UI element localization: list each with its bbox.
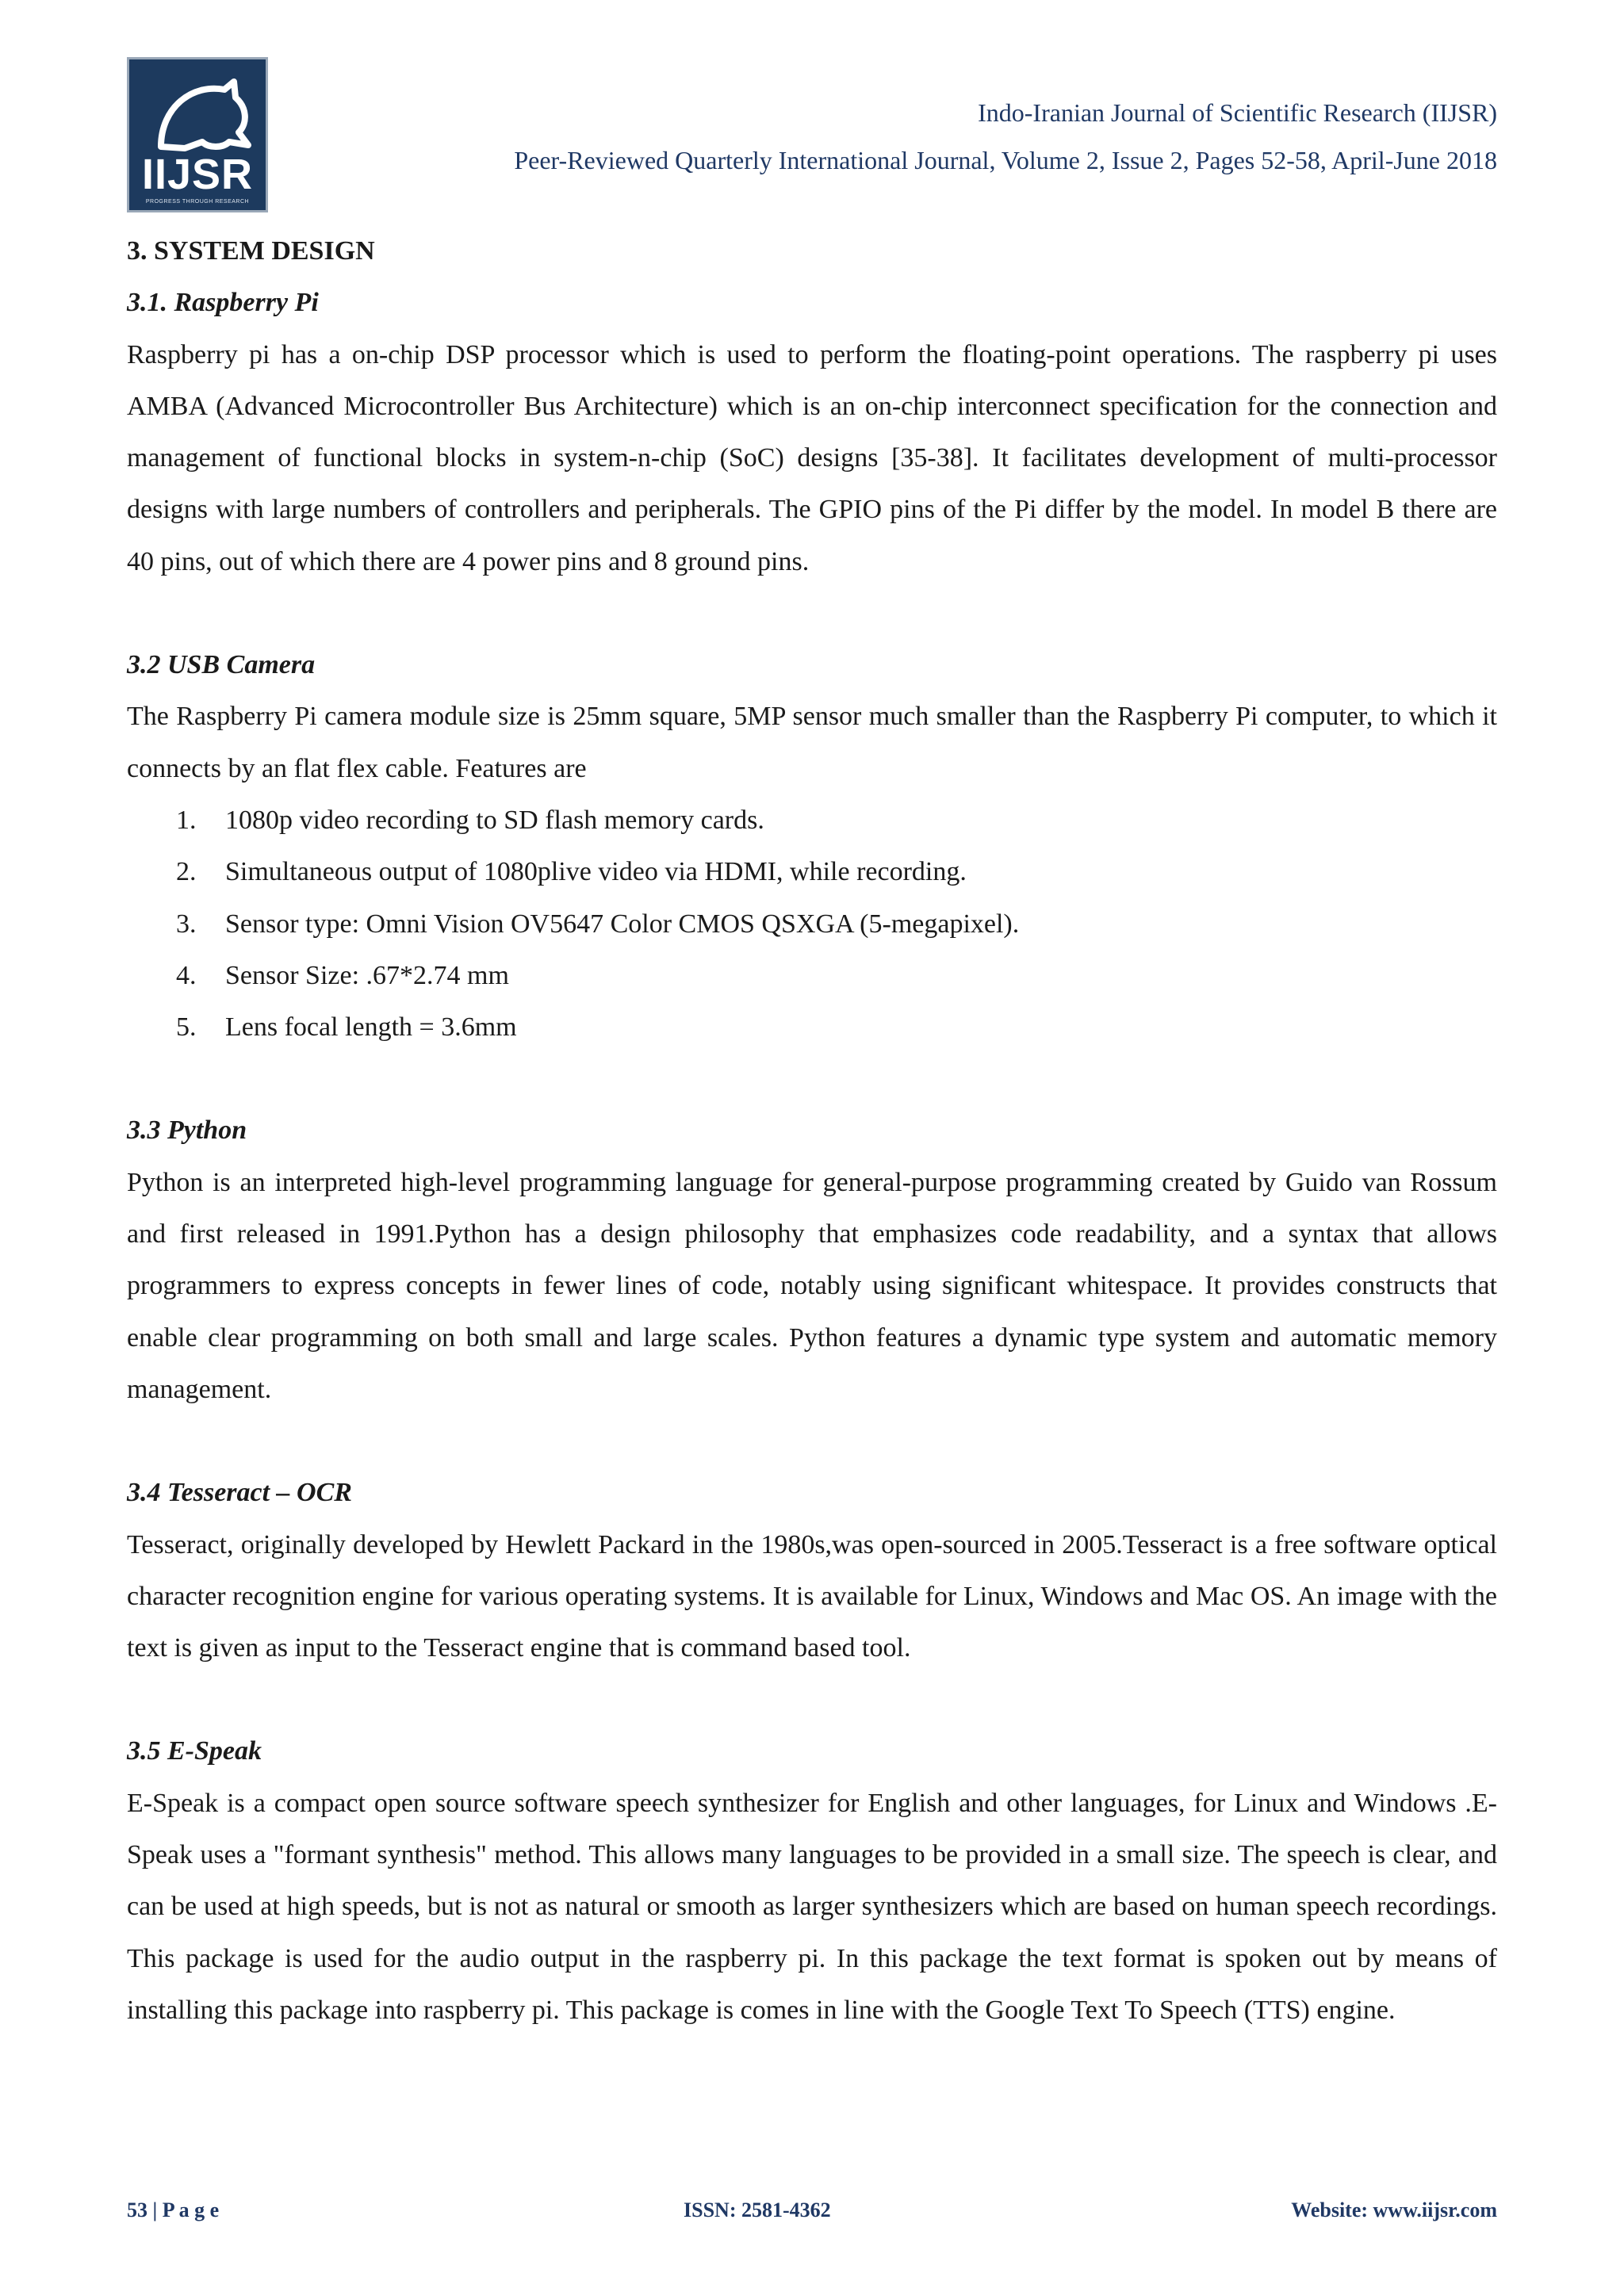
list-item: 2. Simultaneous output of 1080plive video via HDMI, while recording. xyxy=(176,857,967,887)
page-number: 53 | P a g e xyxy=(127,2198,220,2221)
list-item: 3. Sensor type: Omni Vision OV5647 Color CMOS QSXGA (5-megapixel). xyxy=(176,909,1020,939)
section-title: 3. SYSTEM DESIGN xyxy=(127,236,375,266)
journal-logo xyxy=(127,57,268,212)
subsection-title-tesseract: 3.4 Tesseract – OCR xyxy=(127,1478,352,1508)
paragraph-espeak: E-Speak is a compact open source software speech synthesizer for English and other languages, for Linux and Windows .E-Speak uses a "formant synthesis" method. This allows many languages to be provided in a small size. The speech is clear, and can be used at high speeds, but is not as natural or smooth as larger synthesizers which are based on human speech recordings. This package is used for the audio output in the raspberry pi. In this package the text format is spoken out by means of installing this package into raspberry pi. This package is comes in line with the Google Text To Speech (TTS) engine. xyxy=(127,1788,1497,2025)
camera-feature-list xyxy=(127,794,1497,1053)
subsection-title-python: 3.3 Python xyxy=(127,1115,247,1146)
logo-tagline: PROGRESS THROUGH RESEARCH xyxy=(145,199,250,205)
website-link[interactable]: Website: www.iijsr.com xyxy=(1291,2198,1497,2221)
paragraph-raspberry-pi: Raspberry pi has a on-chip DSP processor which is used to perform the floating-point operations. The raspberry pi uses AMBA (Advanced Microcontroller Bus Architecture) which is an on-chip interconnect specification for the connection and management of functional blocks in system-n-chip (SoC) designs [35-38]. It facilitates development of multi-processor designs with large numbers of controllers and peripherals. The GPIO pins of the Pi differ by the model. In model B there are 40 pins, out of which there are 4 power pins and 8 ground pins. xyxy=(127,339,1497,576)
list-item: 4. Sensor Size: .67*2.74 mm xyxy=(176,960,509,990)
paragraph-python: Python is an interpreted high-level programming language for general-purpose programming created by Guido van Rossum and first released in 1991.Python has a design philosophy that emphasizes code readability, and a syntax that allows programmers to express concepts in fewer lines of code, notably using significant whitespace. It provides constructs that enable clear programming on both small and large scales. Python features a dynamic type system and automatic memory management. xyxy=(127,1167,1497,1404)
logo-text: IIJSR xyxy=(141,151,254,198)
journal-name: Indo-Iranian Journal of Scientific Research (IIJSR) xyxy=(978,98,1497,127)
list-item: 5. Lens focal length = 3.6mm xyxy=(176,1012,517,1043)
subsection-title-raspberry-pi: 3.1. Raspberry Pi xyxy=(127,288,319,318)
page-footer xyxy=(127,2198,1497,2230)
page-header xyxy=(514,89,1497,184)
subsection-title-usb-camera: 3.2 USB Camera xyxy=(127,650,316,680)
issn: ISSN: 2581-4362 xyxy=(684,2198,831,2221)
list-item: 1. 1080p video recording to SD flash memory cards. xyxy=(176,805,764,835)
paragraph-tesseract: Tesseract, originally developed by Hewlett Packard in the 1980s,was open-sourced in 2005.Tesseract is a free software optical character recognition engine for various operating systems. It is available for Linux, Windows and Mac OS. An image with the text is given as input to the Tesseract engine that is command based tool. xyxy=(127,1529,1497,1663)
journal-issue: Peer-Reviewed Quarterly International Journal, Volume 2, Issue 2, Pages 52-58, April-June 2018 xyxy=(514,146,1497,174)
subsection-title-espeak: 3.5 E-Speak xyxy=(127,1736,262,1766)
paragraph-usb-camera: The Raspberry Pi camera module size is 25mm square, 5MP sensor much smaller than the Raspberry Pi computer, to which it connects by an flat flex cable. Features are xyxy=(127,702,1497,783)
article-body xyxy=(127,225,1497,2036)
